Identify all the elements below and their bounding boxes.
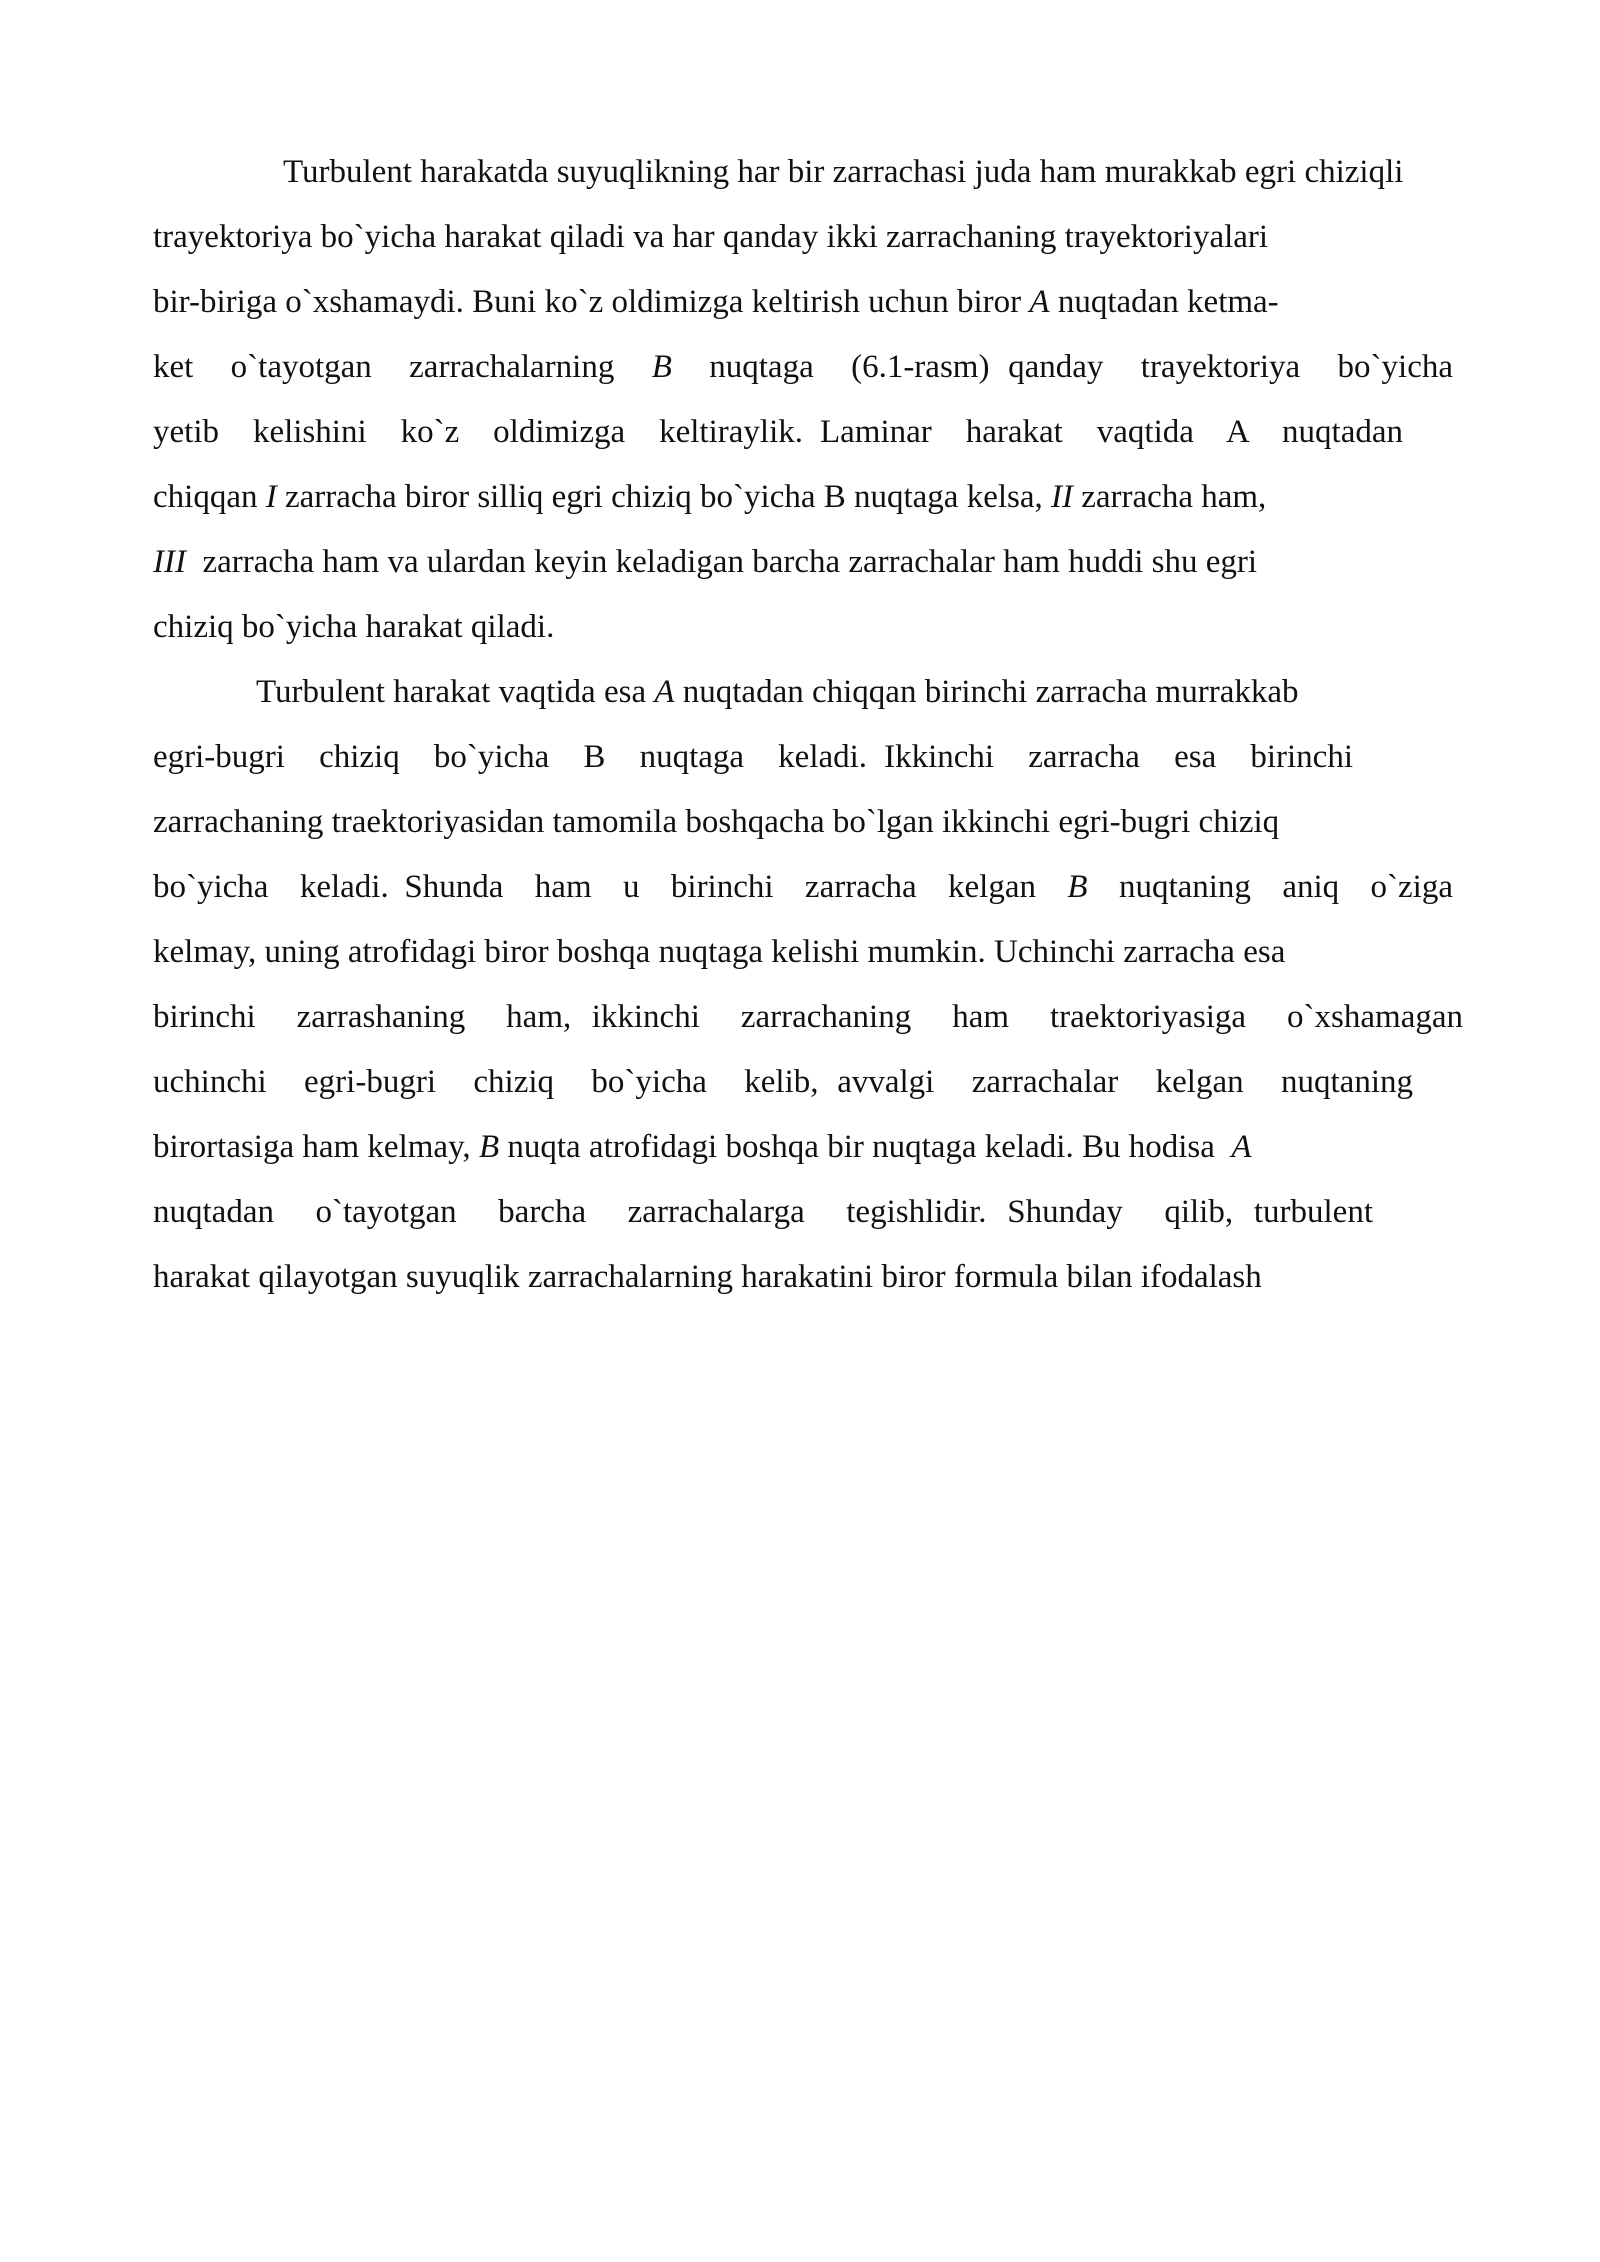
italic-text-segment: III (153, 544, 186, 580)
italic-text-segment: B (1067, 869, 1088, 905)
text-segment: Turbulent harakat vaqtida esa (256, 674, 655, 710)
text-line (153, 595, 1583, 660)
text-line (153, 1245, 1583, 1310)
text-line (153, 790, 1583, 855)
text-segment: zarrachaning traektoriyasidan tamomila boshqacha bo`lgan ikkinchi egri-bugri chiziq (153, 804, 1280, 840)
text-segment: birortasiga ham kelmay, (153, 1129, 479, 1165)
italic-text-segment: A (1231, 1129, 1252, 1165)
text-line (153, 270, 1583, 335)
italic-text-segment: II (1051, 479, 1073, 515)
italic-text-segment: A (654, 674, 675, 710)
text-line (153, 465, 1583, 530)
text-segment: uchinchi egri-bugri chiziq bo`yicha kelib, avvalgi zarrachalar kelgan nuqtaning (153, 1064, 1413, 1100)
text-segment: zarracha ham, (1073, 479, 1267, 515)
text-line (153, 140, 1583, 205)
text-line (153, 1050, 1583, 1115)
text-segment: nuqtadan o`tayotgan barcha zarrachalarga tegishlidir. Shunday qilib, turbulent (153, 1194, 1373, 1230)
text-line (153, 400, 1583, 465)
text-line (153, 530, 1583, 595)
text-line (153, 660, 1583, 725)
text-segment: chiziq bo`yicha harakat qiladi. (153, 609, 555, 645)
text-line (153, 855, 1583, 920)
text-line (153, 205, 1583, 270)
text-line (153, 725, 1583, 790)
text-segment: zarracha ham va ulardan keyin keladigan barcha zarrachalar ham huddi shu egri (185, 544, 1258, 580)
italic-text-segment: I (265, 479, 277, 515)
text-segment: yetib kelishini ko`z oldimizga keltiraylik. Laminar harakat vaqtida A nuqtadan (153, 414, 1403, 450)
text-line (153, 1115, 1583, 1180)
text-segment: ket o`tayotgan zarrachalarning (153, 349, 652, 385)
text-segment: nuqtaning aniq o`ziga (1087, 869, 1453, 905)
text-segment: bir-biriga o`xshamaydi. Buni ko`z oldimizga keltirish uchun biror (153, 284, 1030, 320)
text-line (153, 920, 1583, 985)
text-segment: kelmay, uning atrofidagi biror boshqa nuqtaga kelishi mumkin. Uchinchi zarracha esa (153, 934, 1286, 970)
text-line (153, 985, 1583, 1050)
text-segment: zarracha biror silliq egri chiziq bo`yicha B nuqtaga kelsa, (276, 479, 1052, 515)
italic-text-segment: A (1029, 284, 1050, 320)
text-line (153, 335, 1583, 400)
text-segment: egri-bugri chiziq bo`yicha B nuqtaga keladi. Ikkinchi zarracha esa birinchi (153, 739, 1353, 775)
text-segment: nuqtadan ketma- (1049, 284, 1279, 320)
text-line (153, 1180, 1583, 1245)
text-segment: nuqta atrofidagi boshqa bir nuqtaga keladi. Bu hodisa (499, 1129, 1232, 1165)
text-segment: chiqqan (153, 479, 266, 515)
body-text (153, 140, 1583, 1310)
text-segment: birinchi zarrashaning ham, ikkinchi zarrachaning ham traektoriyasiga o`xshamagan (153, 999, 1463, 1035)
text-segment: harakat qilayotgan suyuqlik zarrachalarning harakatini biror formula bilan ifodalash (153, 1259, 1262, 1295)
italic-text-segment: B (478, 1129, 500, 1165)
text-segment: trayektoriya bo`yicha harakat qiladi va har qanday ikki zarrachaning trayektoriyalari (153, 219, 1269, 255)
text-segment: nuqtaga (6.1-rasm) qanday trayektoriya bo`yicha (671, 349, 1454, 385)
italic-text-segment: B (651, 349, 672, 385)
text-segment: Turbulent harakatda suyuqlikning har bir zarrachasi juda ham murakkab egri chiziqli (283, 154, 1404, 190)
text-segment: nuqtadan chiqqan birinchi zarracha murrakkab (674, 674, 1299, 710)
text-segment: bo`yicha keladi. Shunda ham u birinchi zarracha kelgan (153, 869, 1068, 905)
